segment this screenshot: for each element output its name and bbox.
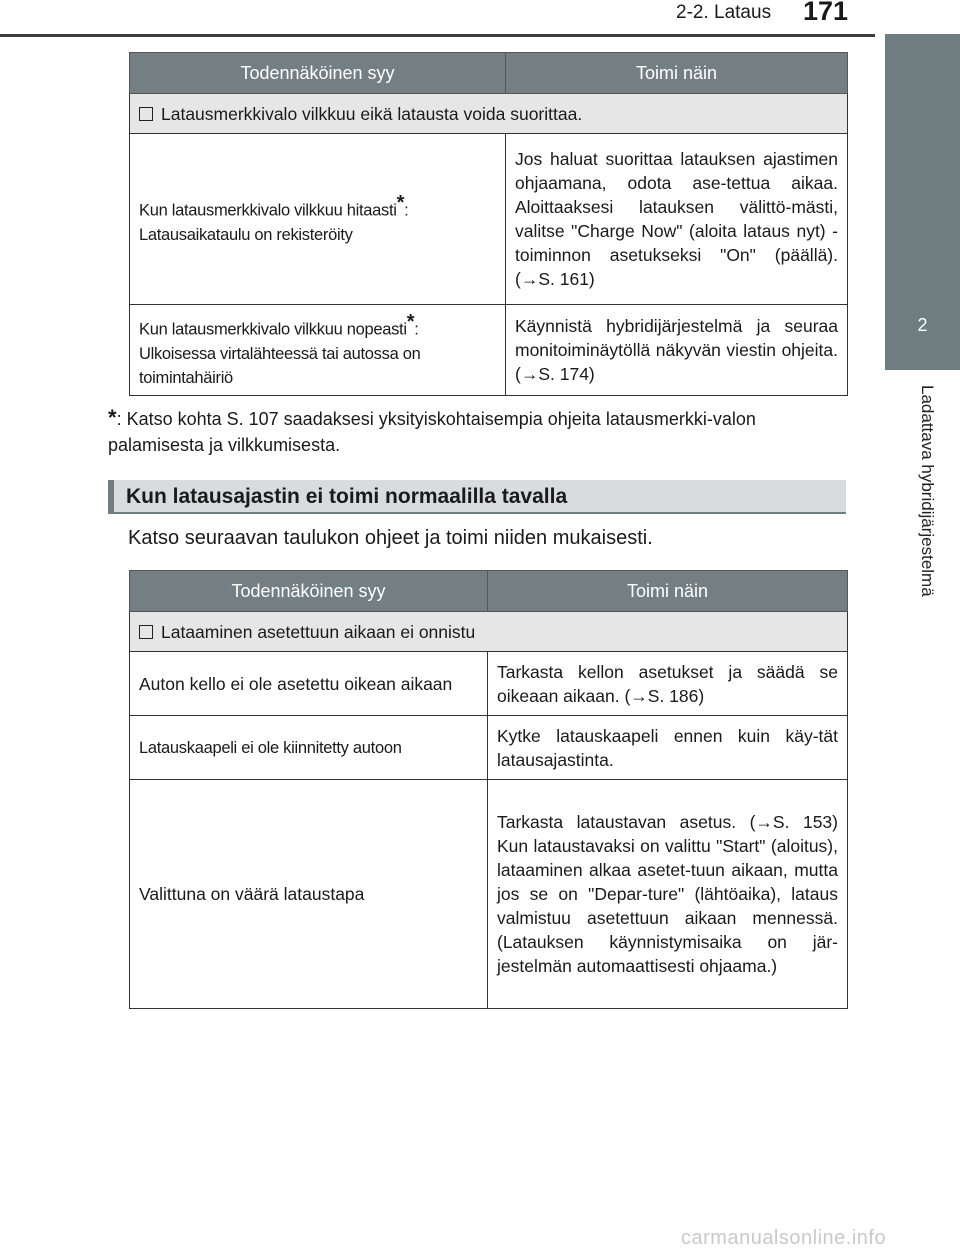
watermark: carmanualsonline.info bbox=[681, 1227, 887, 1249]
table-row bbox=[130, 305, 848, 396]
header-cause: Todennäköinen syy bbox=[130, 53, 506, 94]
header-divider bbox=[0, 34, 875, 37]
table-row bbox=[130, 134, 848, 305]
table-row bbox=[130, 716, 848, 780]
category-row bbox=[130, 94, 848, 134]
category-row bbox=[130, 612, 848, 652]
category-text: Lataaminen asetettuun aikaan ei onnistu bbox=[161, 621, 476, 642]
cause-cell bbox=[130, 134, 506, 305]
action-cell: Tarkasta kellon asetukset ja säädä se oikeaan aikaan. (→S. 186) bbox=[488, 652, 848, 716]
table-header-row bbox=[130, 571, 848, 612]
action-cell: Käynnistä hybridijärjestelmä ja seuraa monitoiminäytöllä näkyvän viestin ohjeita. (→S. 174) bbox=[506, 305, 848, 396]
section-title: 2-2. Lataus bbox=[676, 2, 772, 23]
checkbox-square-icon bbox=[139, 625, 153, 639]
category-cell bbox=[130, 94, 848, 134]
troubleshooting-table-1 bbox=[129, 52, 848, 396]
footnote bbox=[108, 405, 848, 458]
footnote-text: : Katso kohta S. 107 saadaksesi yksityiskohtaisempia ohjeita latausmerkki-valon palamisesta ja vilkkumisesta. bbox=[108, 409, 756, 455]
category-cell bbox=[130, 612, 848, 652]
cause-detail: Ulkoisessa virtalähteessä tai autossa on toimintahäiriö bbox=[139, 344, 421, 387]
cause-cell bbox=[130, 305, 506, 396]
checkbox-square-icon bbox=[139, 107, 153, 121]
chapter-label: Ladattava hybridijärjestelmä bbox=[918, 385, 937, 597]
intro-text: Katso seuraavan taulukon ohjeet ja toimi niiden mukaisesti. bbox=[128, 527, 653, 549]
action-cell: Tarkasta lataustavan asetus. (→S. 153) Kun lataustavaksi on valittu "Start" (aloitus), lataaminen alkaa asetet-tuun aikaan, mutta jos se on "Depar-ture" (lähtöaika), lataus valmistuu asetettuun aikaan mennessä. (Latauksen käynnistymisaika on jär-jestelmän automaattisesti ohjaama.) bbox=[488, 780, 848, 1009]
header-cause: Todennäköinen syy bbox=[130, 571, 488, 612]
cause-text: Kun latausmerkkivalo vilkkuu hitaasti bbox=[139, 201, 397, 220]
troubleshooting-table-2 bbox=[129, 570, 848, 1009]
cause-cell: Valittuna on väärä lataustapa bbox=[130, 780, 488, 1009]
header-action: Toimi näin bbox=[506, 53, 848, 94]
cause-suffix: : bbox=[404, 201, 409, 220]
cause-cell: Latauskaapeli ei ole kiinnitetty autoon bbox=[130, 716, 488, 780]
section-heading: Kun latausajastin ei toimi normaalilla tavalla bbox=[108, 480, 846, 514]
table-row bbox=[130, 652, 848, 716]
category-text: Latausmerkkivalo vilkkuu eikä latausta voida suorittaa. bbox=[161, 103, 583, 124]
table-header-row bbox=[130, 53, 848, 94]
cause-suffix: : bbox=[414, 320, 419, 339]
page-number: 171 bbox=[803, 0, 849, 26]
table-row bbox=[130, 780, 848, 1009]
side-tab-bar bbox=[885, 34, 960, 280]
action-cell: Jos haluat suorittaa latauksen ajastimen ohjaamana, odota ase-tettua aikaa. Aloittaaksesi latauksen välittö-mästi, valitse "Charge Now" (aloita lataus nyt) -toiminnon asetukseksi "On" (päällä). (→S. 161) bbox=[506, 134, 848, 305]
cause-detail: Latausaikataulu on rekisteröity bbox=[139, 225, 353, 244]
footnote-mark: * bbox=[108, 405, 117, 430]
action-cell: Kytke latauskaapeli ennen kuin käy-tät latausajastinta. bbox=[488, 716, 848, 780]
cause-cell: Auton kello ei ole asetettu oikean aikaan bbox=[130, 652, 488, 716]
header-action: Toimi näin bbox=[488, 571, 848, 612]
footnote-mark: * bbox=[406, 311, 415, 333]
chapter-number: 2 bbox=[885, 280, 960, 370]
cause-text: Kun latausmerkkivalo vilkkuu nopeasti bbox=[139, 320, 407, 339]
footnote-mark: * bbox=[396, 192, 405, 215]
